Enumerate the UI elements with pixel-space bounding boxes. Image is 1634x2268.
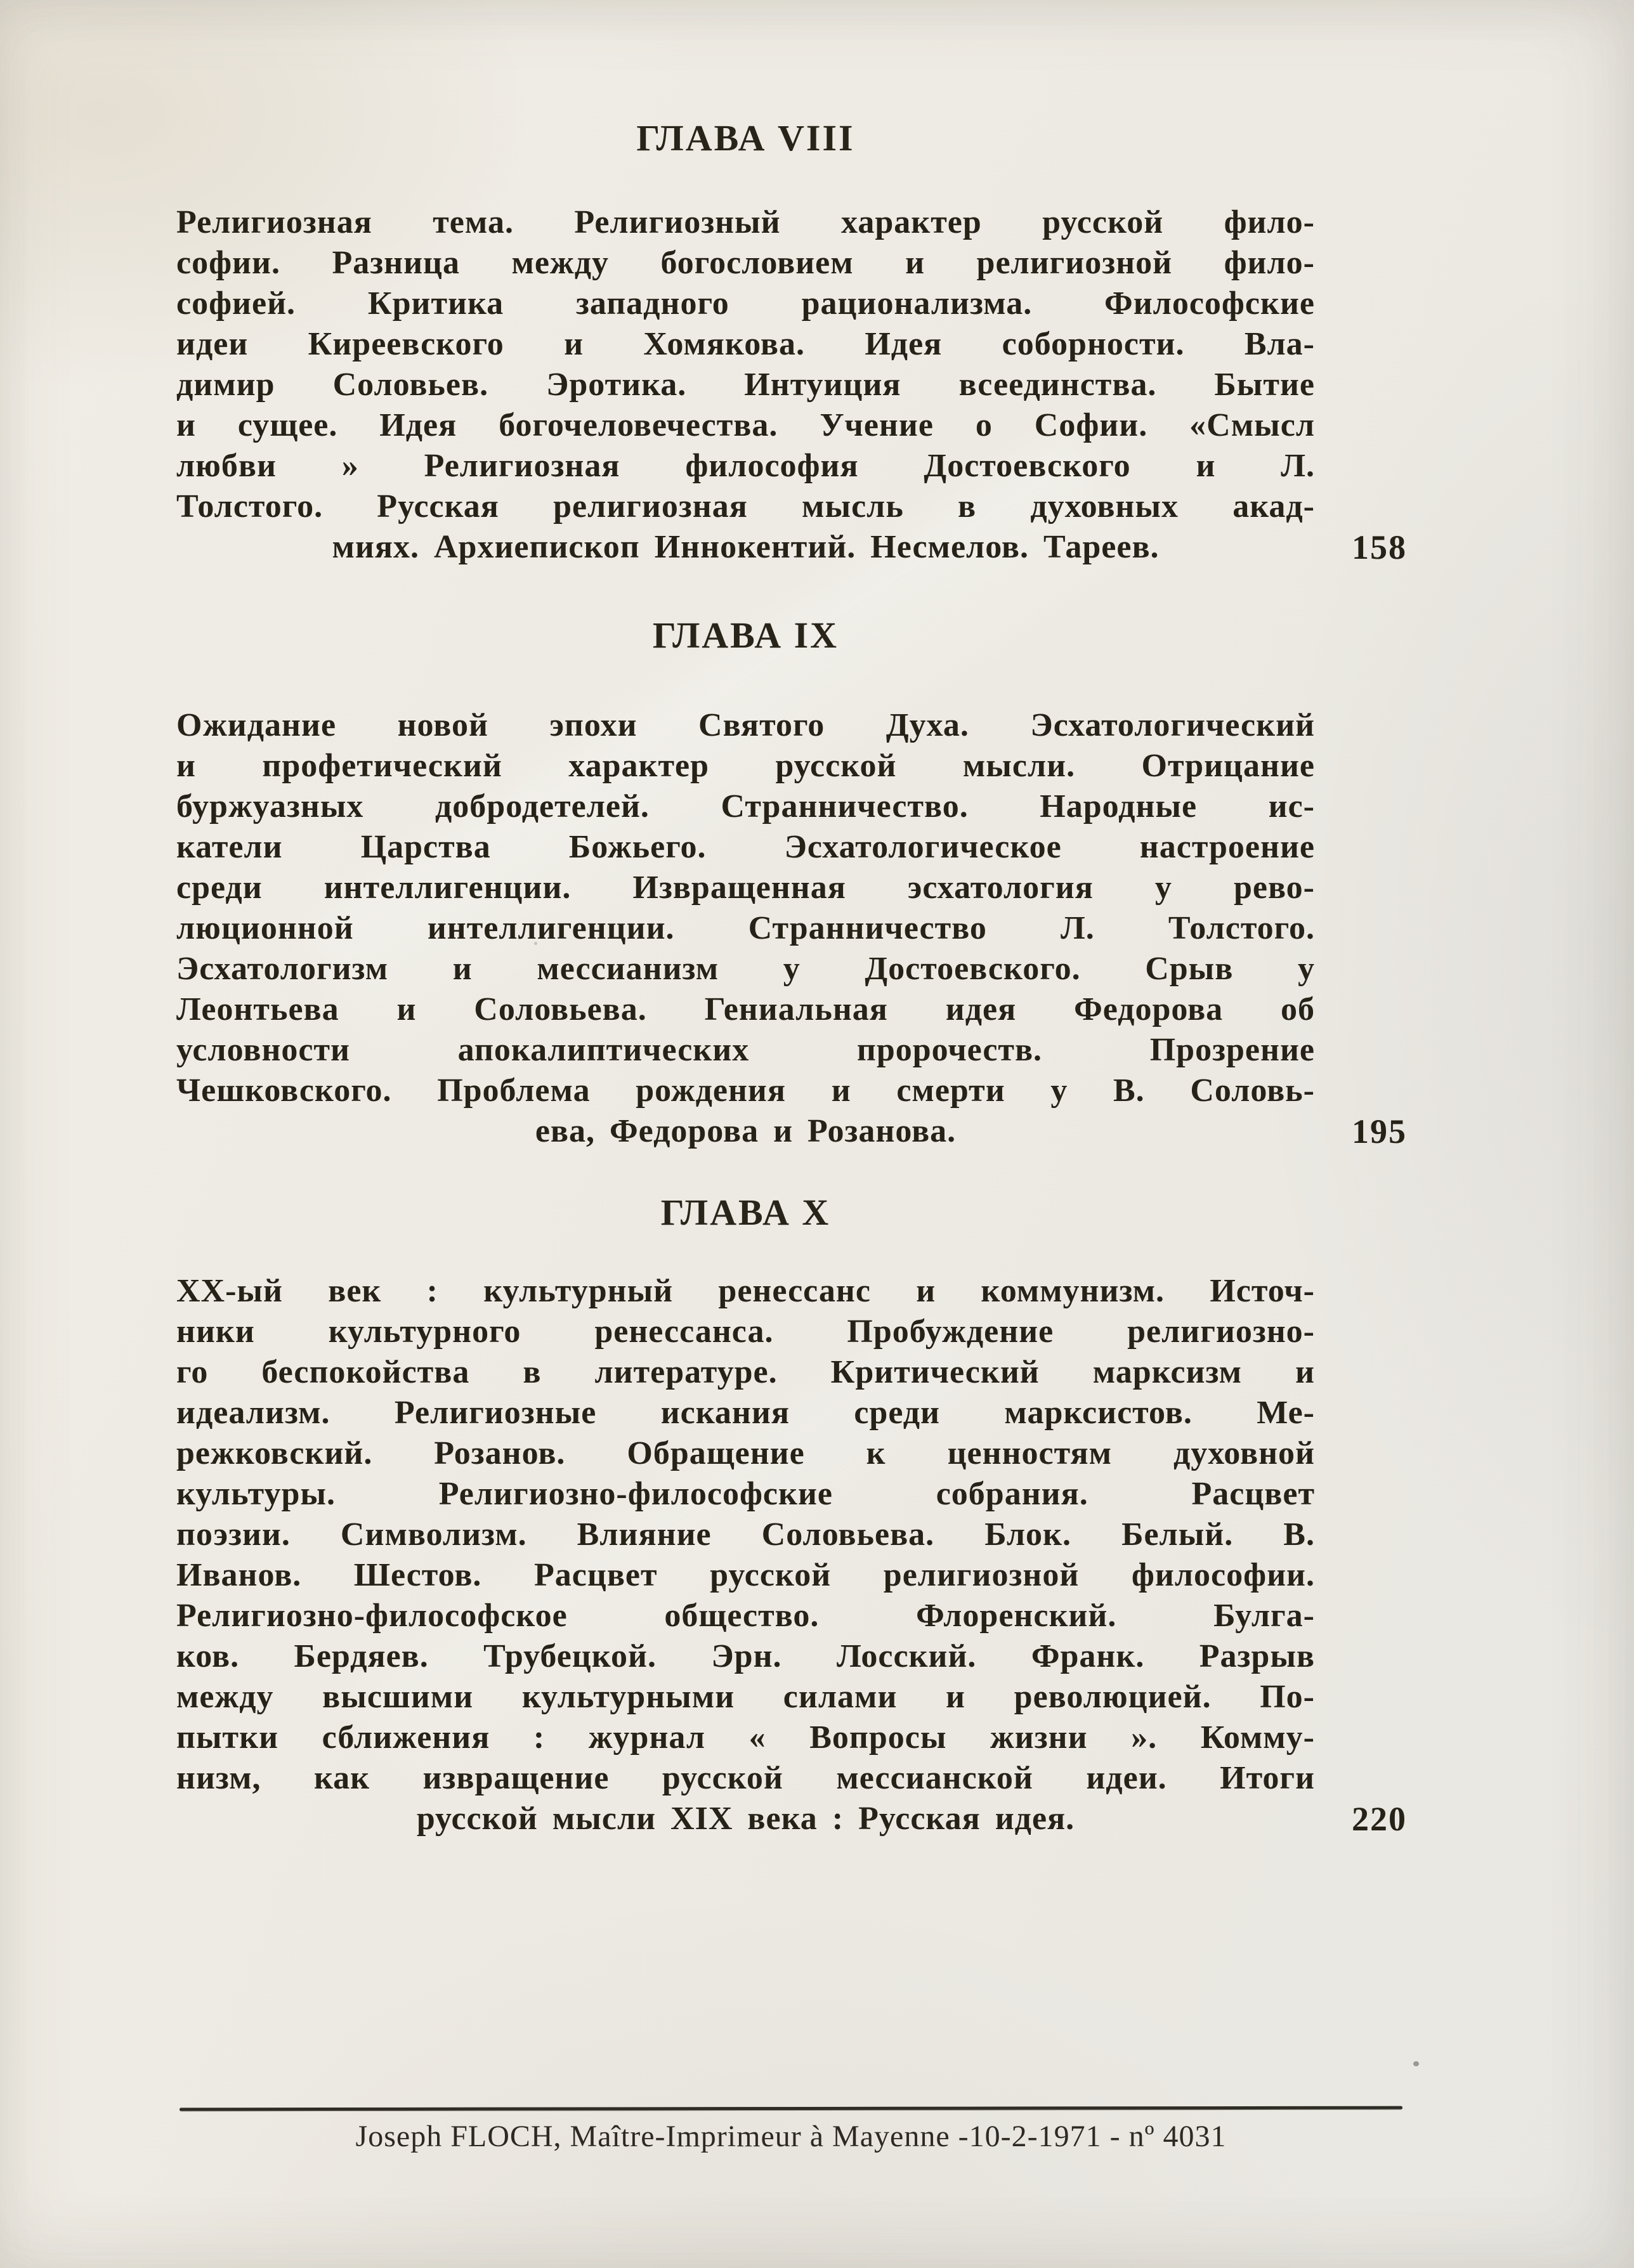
summary-line: софией. Критика западного рационализма. Философские xyxy=(176,285,1315,322)
summary-line: XX-ый век : культурный ренессанс и коммунизм. Источ- xyxy=(176,1273,1315,1309)
summary-line: Религиозная тема. Религиозный характер русской фило- xyxy=(176,204,1315,240)
chapter-page-number: 195 xyxy=(1352,1112,1407,1150)
summary-line: софии. Разница между богословием и религиозной фило- xyxy=(176,245,1315,281)
chapter-heading: ГЛАВА X xyxy=(660,1192,831,1233)
chapter-section-3 xyxy=(176,1190,1407,1839)
summary-last-line: ева, Федорова и Розанова. xyxy=(535,1113,957,1149)
summary-line: димир Соловьев. Эротика. Интуиция всеединства. Бытие xyxy=(176,367,1315,403)
summary-line: Леонтьева и Соловьева. Гениальная идея Федорова об xyxy=(176,991,1315,1027)
chapter-summary xyxy=(176,1271,1315,1839)
chapter-heading: ГЛАВА IX xyxy=(652,615,839,656)
footer-rule xyxy=(180,2106,1402,2111)
paper-speck xyxy=(1413,2061,1419,2066)
summary-line: и сущее. Идея богочеловечества. Учение о Софии. «Смысл xyxy=(176,407,1315,443)
summary-line: режковский. Розанов. Обращение к ценностям духовной xyxy=(176,1435,1315,1471)
summary-line: среди интеллигенции. Извращенная эсхатология у рево- xyxy=(176,870,1315,906)
summary-line: катели Царства Божьего. Эсхатологическое настроение xyxy=(176,829,1315,865)
colophon xyxy=(0,2107,1634,2154)
summary-line: и профетический характер русской мысли. Отрицание xyxy=(176,748,1315,784)
summary-line: Эсхатологизм и мессианизм у Достоевского. Срыв у xyxy=(176,951,1315,987)
summary-line: ники культурного ренессанса. Пробуждение религиозно- xyxy=(176,1313,1315,1350)
summary-line: пытки сближения : журнал « Вопросы жизни ». Комму- xyxy=(176,1719,1315,1756)
chapter-section-2 xyxy=(176,613,1407,1152)
summary-last-line: русской мысли XIX века : Русская идея. xyxy=(416,1801,1075,1837)
summary-line: Религиозно-философское общество. Флоренский. Булга- xyxy=(176,1598,1315,1634)
summary-line: между высшими культурными силами и революцией. По- xyxy=(176,1679,1315,1715)
summary-line: условности апокалиптических пророчеств. Прозрение xyxy=(176,1032,1315,1068)
summary-last-line: миях. Архиепископ Иннокентий. Несмелов. Тареев. xyxy=(332,529,1160,565)
summary-line: люционной интеллигенции. Странничество Л. Толстого. xyxy=(176,910,1315,946)
summary-line: любви » Религиозная философия Достоевского и Л. xyxy=(176,448,1315,484)
summary-line: поэзии. Символизм. Влияние Соловьева. Блок. Белый. В. xyxy=(176,1516,1315,1553)
chapter-heading: ГЛАВА VIII xyxy=(636,117,855,159)
summary-line: ков. Бердяев. Трубецкой. Эрн. Лосский. Франк. Разрыв xyxy=(176,1638,1315,1674)
chapter-section-1 xyxy=(176,115,1407,568)
summary-line: культуры. Религиозно-философские собрания. Расцвет xyxy=(176,1476,1315,1512)
summary-line: низм, как извращение русской мессианской идеи. Итоги xyxy=(176,1760,1315,1796)
summary-line: го беспокойства в литературе. Критический марксизм и xyxy=(176,1354,1315,1390)
summary-line: Ожидание новой эпохи Святого Духа. Эсхатологический xyxy=(176,707,1315,743)
summary-line: буржуазных добродетелей. Странничество. Народные ис- xyxy=(176,788,1315,824)
summary-line: Чешковского. Проблема рождения и смерти у В. Соловь- xyxy=(176,1072,1315,1109)
summary-line: Толстого. Русская религиозная мысль в духовных акад- xyxy=(176,488,1315,525)
printer-imprint: Joseph FLOCH, Maître-Imprimeur à Mayenne -10-2-1971 - nº 4031 xyxy=(355,2120,1227,2153)
chapter-summary xyxy=(176,705,1315,1152)
summary-line: Иванов. Шестов. Расцвет русской религиозной философии. xyxy=(176,1557,1315,1593)
chapter-page-number: 220 xyxy=(1352,1800,1407,1838)
summary-line: идеализм. Религиозные искания среди марксистов. Ме- xyxy=(176,1395,1315,1431)
summary-line: идеи Киреевского и Хомякова. Идея соборности. Вла- xyxy=(176,326,1315,362)
chapter-summary xyxy=(176,202,1315,568)
chapter-page-number: 158 xyxy=(1352,528,1407,566)
